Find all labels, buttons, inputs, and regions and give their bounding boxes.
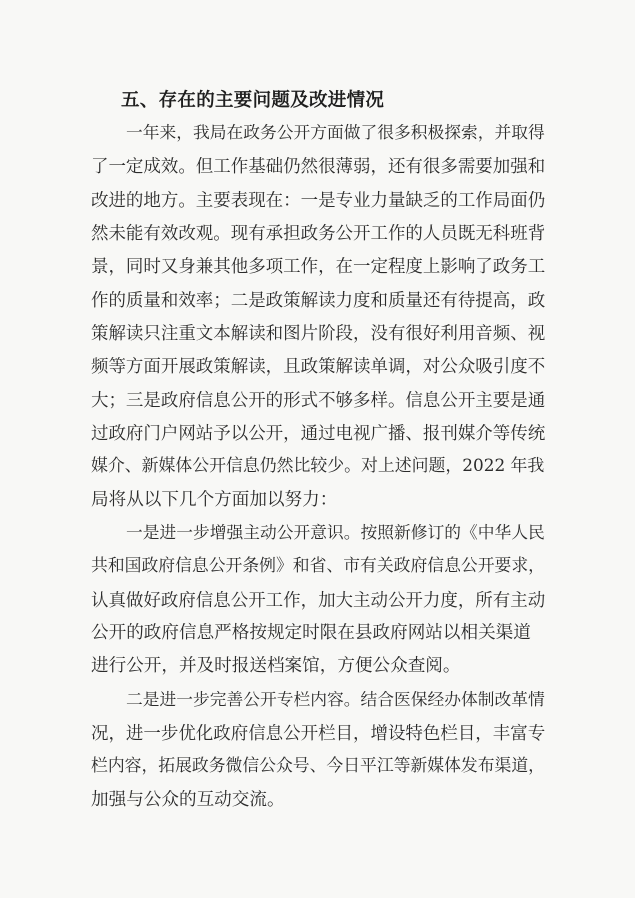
paragraph-1-line-2: 了一定成效。但工作基础仍然很薄弱，还有很多需要加强和 [91,157,546,177]
paragraph-1-line-1: 一年来，我局在政务公开方面做了很多积极探索，并取得 [126,122,545,142]
paragraph-1-line-5: 景，同时又身兼其他多项工作，在一定程度上影响了政务工 [91,257,546,277]
paragraph-1-line-3: 改进的地方。主要表现在：一是专业力量缺乏的工作局面仍 [91,191,546,211]
paragraph-2-line-1: 一是进一步增强主动公开意识。按照新修订的《中华人民 [126,522,545,542]
paragraph-3-line-3: 栏内容，拓展政务微信公众号、今日平江等新媒体发布渠道， [91,755,545,775]
paragraph-2-line-2: 共和国政府信息公开条例》和省、市有关政府信息公开要求， [91,555,545,575]
paragraph-1-line-10: 过政府门户网站予以公开，通过电视广播、报刊媒介等传统 [91,424,546,444]
section-heading: 五、存在的主要问题及改进情况 [121,90,385,111]
paragraph-2-line-4: 公开的政府信息严格按规定时限在县政府网站以相关渠道 [91,623,531,643]
paragraph-3-line-4: 加强与公众的互动交流。 [91,790,285,810]
paragraph-1-line-9: 大；三是政府信息公开的形式不够多样。信息公开主要是通 [91,391,546,411]
paragraph-2-line-3: 认真做好政府信息公开工作，加大主动公开力度，所有主动 [91,591,546,611]
paragraph-1-line-12: 局将从以下几个方面加以努力： [91,490,338,510]
paragraph-1-line-8: 频等方面开展政策解读，且政策解读单调，对公众吸引度不 [91,357,546,377]
paragraph-3-line-2: 况，进一步优化政府信息公开栏目，增设特色栏目，丰富专 [91,724,546,744]
paragraph-1-line-11: 媒介、新媒体公开信息仍然比较少。对上述问题，2022 年我 [91,455,545,475]
paragraph-1-line-4: 然未能有效改观。现有承担政务公开工作的人员既无科班背 [91,224,546,244]
paragraph-1-line-7: 策解读只注重文本解读和图片阶段，没有很好利用音频、视 [91,324,546,344]
paragraph-2-line-5: 进行公开，并及时报送档案馆，方便公众查阅。 [91,656,461,676]
paragraph-1-line-6: 作的质量和效率；二是政策解读力度和质量还有待提高，政 [91,291,546,311]
paragraph-3-line-1: 二是进一步完善公开专栏内容。结合医保经办体制改革情 [126,689,545,709]
